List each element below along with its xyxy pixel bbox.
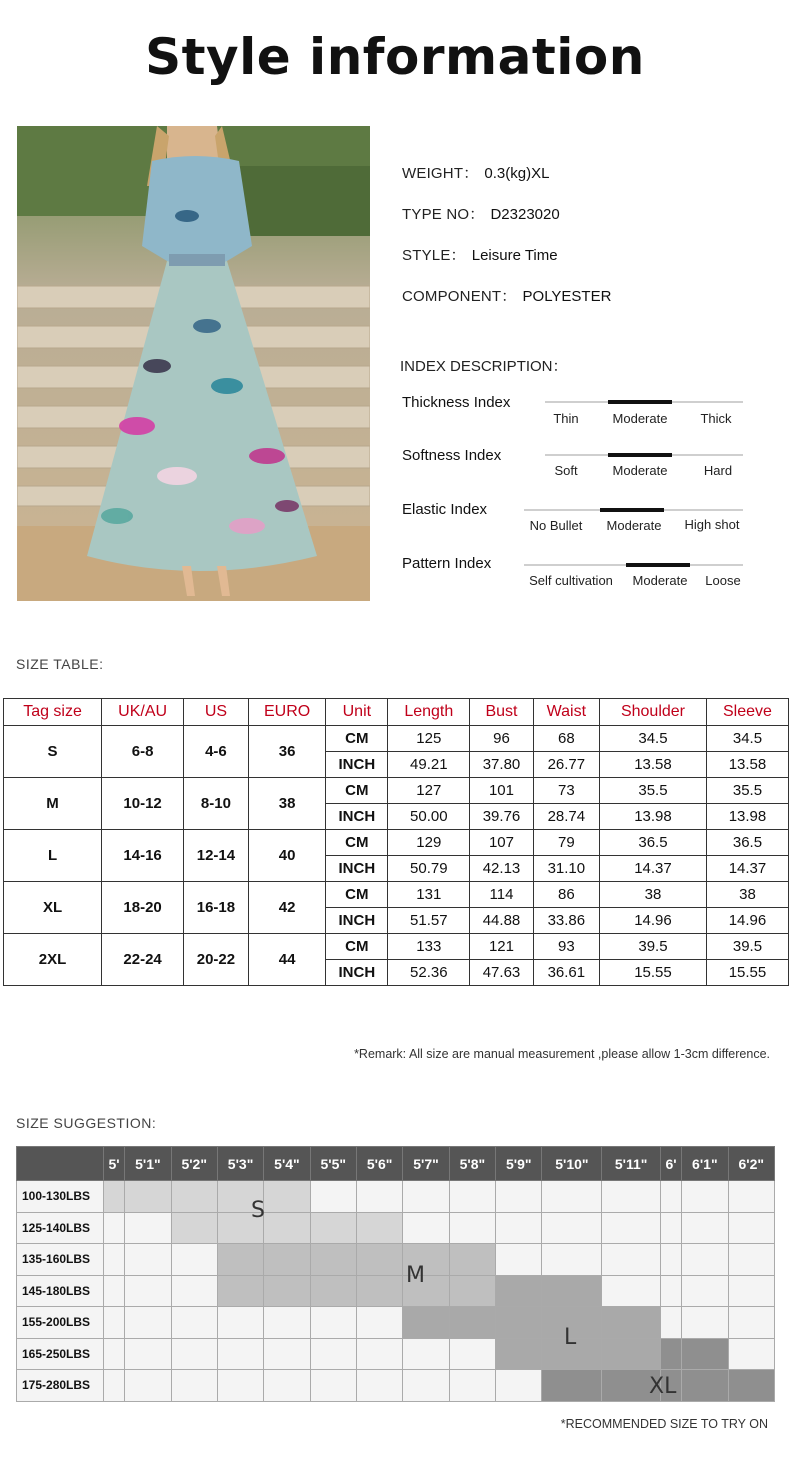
suggestion-cell bbox=[356, 1338, 402, 1370]
header-cell: Waist bbox=[533, 699, 599, 726]
index-label: High shot bbox=[684, 517, 740, 532]
size-cell: L bbox=[4, 830, 102, 882]
size-cell: 34.5 bbox=[706, 726, 788, 752]
size-cell: 133 bbox=[388, 934, 470, 960]
header-cell: EURO bbox=[248, 699, 326, 726]
suggestion-cell bbox=[104, 1338, 125, 1370]
suggestion-cell bbox=[660, 1181, 681, 1213]
size-cell: XL bbox=[4, 882, 102, 934]
size-cell: 38 bbox=[600, 882, 707, 908]
size-cell: 49.21 bbox=[388, 752, 470, 778]
suggestion-cell bbox=[660, 1275, 681, 1307]
suggestion-cell bbox=[125, 1370, 171, 1402]
size-cell: 8-10 bbox=[184, 778, 249, 830]
suggestion-cell bbox=[682, 1275, 728, 1307]
index-name: Thickness Index bbox=[402, 394, 511, 411]
size-cell: 14.96 bbox=[600, 908, 707, 934]
size-cell: 34.5 bbox=[600, 726, 707, 752]
size-cell: 36.5 bbox=[706, 830, 788, 856]
pattern-index bbox=[400, 555, 750, 595]
size-cell: CM bbox=[326, 778, 388, 804]
size-cell: 50.79 bbox=[388, 856, 470, 882]
index-label: No Bullet bbox=[529, 518, 583, 533]
suggestion-cell bbox=[542, 1370, 602, 1402]
suggestion-cell bbox=[496, 1307, 542, 1339]
index-label: Self cultivation bbox=[529, 573, 613, 588]
size-cell: 114 bbox=[470, 882, 533, 908]
weight-label: 155-200LBS bbox=[17, 1307, 104, 1339]
size-cell: 36 bbox=[248, 726, 326, 778]
remark-note: *Remark: All size are manual measurement ,please allow 1-3cm difference. bbox=[354, 1047, 770, 1061]
index-label: Thick bbox=[700, 411, 732, 426]
height-header: 5'3" bbox=[217, 1147, 263, 1181]
suggestion-cell bbox=[728, 1212, 775, 1244]
suggestion-cell bbox=[496, 1244, 542, 1276]
size-cell: 14.37 bbox=[600, 856, 707, 882]
suggestion-cell bbox=[125, 1338, 171, 1370]
spec-type-no: TYPE NO： D2323020 bbox=[402, 206, 560, 223]
suggestion-cell bbox=[728, 1307, 775, 1339]
size-cell: 125 bbox=[388, 726, 470, 752]
height-header: 6' bbox=[660, 1147, 681, 1181]
size-cell: INCH bbox=[326, 804, 388, 830]
suggestion-cell bbox=[728, 1370, 775, 1402]
size-cell: 22-24 bbox=[102, 934, 184, 986]
size-cell: M bbox=[4, 778, 102, 830]
suggestion-cell bbox=[682, 1338, 728, 1370]
size-cell: 44 bbox=[248, 934, 326, 986]
size-table-header bbox=[4, 699, 789, 726]
weight-row bbox=[17, 1275, 775, 1307]
weight-label: 135-160LBS bbox=[17, 1244, 104, 1276]
suggestion-cell bbox=[449, 1212, 495, 1244]
size-cell: 31.10 bbox=[533, 856, 599, 882]
weight-label: 100-130LBS bbox=[17, 1181, 104, 1213]
suggestion-cell bbox=[310, 1244, 356, 1276]
suggestion-cell bbox=[496, 1338, 542, 1370]
suggestion-cell bbox=[171, 1307, 217, 1339]
height-header: 5'11" bbox=[602, 1147, 661, 1181]
size-cell: 51.57 bbox=[388, 908, 470, 934]
suggestion-cell bbox=[602, 1212, 661, 1244]
index-label: Moderate bbox=[632, 573, 688, 588]
size-cell: CM bbox=[326, 726, 388, 752]
size-row-1-cm bbox=[4, 778, 789, 804]
suggestion-cell bbox=[125, 1275, 171, 1307]
height-header: 5'6" bbox=[356, 1147, 402, 1181]
suggestion-cell bbox=[449, 1275, 495, 1307]
height-header: 5'2" bbox=[171, 1147, 217, 1181]
size-cell: 101 bbox=[470, 778, 533, 804]
size-cell: 2XL bbox=[4, 934, 102, 986]
index-name: Softness Index bbox=[402, 447, 502, 464]
index-label: Moderate bbox=[612, 463, 668, 478]
index-name: Pattern Index bbox=[402, 555, 492, 572]
suggestion-cell bbox=[217, 1307, 263, 1339]
weight-row bbox=[17, 1244, 775, 1276]
suggestion-cell bbox=[682, 1181, 728, 1213]
size-cell: 35.5 bbox=[600, 778, 707, 804]
size-cell: 28.74 bbox=[533, 804, 599, 830]
size-cell: 42 bbox=[248, 882, 326, 934]
elastic-index bbox=[400, 501, 750, 541]
index-label: Loose bbox=[705, 573, 741, 588]
suggestion-cell bbox=[356, 1181, 402, 1213]
suggestion-cell bbox=[682, 1212, 728, 1244]
suggestion-cell bbox=[356, 1307, 402, 1339]
size-cell: 10-12 bbox=[102, 778, 184, 830]
height-header: 5'7" bbox=[403, 1147, 449, 1181]
size-cell: 37.80 bbox=[470, 752, 533, 778]
size-cell: INCH bbox=[326, 752, 388, 778]
index-label: Moderate bbox=[612, 411, 668, 426]
size-cell: 18-20 bbox=[102, 882, 184, 934]
suggestion-cell bbox=[682, 1244, 728, 1276]
suggestion-cell bbox=[104, 1212, 125, 1244]
size-row-3-cm bbox=[4, 882, 789, 908]
suggestion-cell bbox=[682, 1370, 728, 1402]
size-cell: 26.77 bbox=[533, 752, 599, 778]
height-header: 6'2" bbox=[728, 1147, 775, 1181]
suggestion-cell bbox=[449, 1370, 495, 1402]
suggestion-cell bbox=[496, 1370, 542, 1402]
suggestion-cell bbox=[542, 1244, 602, 1276]
size-cell: 14.37 bbox=[706, 856, 788, 882]
size-cell: 40 bbox=[248, 830, 326, 882]
index-label: Moderate bbox=[606, 518, 662, 533]
size-cell: 131 bbox=[388, 882, 470, 908]
size-cell: 36.5 bbox=[600, 830, 707, 856]
size-cell: 13.98 bbox=[706, 804, 788, 830]
size-cell: 13.98 bbox=[600, 804, 707, 830]
size-cell: 16-18 bbox=[184, 882, 249, 934]
suggestion-cell bbox=[104, 1275, 125, 1307]
suggestion-cell bbox=[403, 1370, 449, 1402]
size-cell: 20-22 bbox=[184, 934, 249, 986]
height-header: 5'4" bbox=[264, 1147, 310, 1181]
suggestion-cell bbox=[403, 1307, 449, 1339]
index-marker bbox=[626, 563, 690, 567]
header-cell: Tag size bbox=[4, 699, 102, 726]
suggestion-cell bbox=[125, 1181, 171, 1213]
suggestion-header bbox=[17, 1147, 775, 1181]
suggestion-cell bbox=[602, 1181, 661, 1213]
weight-label: 145-180LBS bbox=[17, 1275, 104, 1307]
weight-row bbox=[17, 1307, 775, 1339]
suggestion-cell bbox=[496, 1275, 542, 1307]
suggestion-cell bbox=[660, 1307, 681, 1339]
weight-label: 175-280LBS bbox=[17, 1370, 104, 1402]
size-cell: 14-16 bbox=[102, 830, 184, 882]
size-cell: 38 bbox=[248, 778, 326, 830]
suggestion-cell bbox=[171, 1275, 217, 1307]
size-table bbox=[3, 698, 789, 986]
thickness-index bbox=[400, 394, 750, 434]
suggestion-cell bbox=[264, 1212, 310, 1244]
size-cell: 68 bbox=[533, 726, 599, 752]
size-cell: 52.36 bbox=[388, 960, 470, 986]
suggestion-cell bbox=[264, 1338, 310, 1370]
zone-label-l: L bbox=[564, 1325, 577, 1350]
suggestion-cell bbox=[125, 1244, 171, 1276]
size-cell: 107 bbox=[470, 830, 533, 856]
size-cell: CM bbox=[326, 830, 388, 856]
suggestion-cell bbox=[356, 1370, 402, 1402]
suggestion-cell bbox=[264, 1370, 310, 1402]
suggestion-cell bbox=[310, 1307, 356, 1339]
height-header: 5'1" bbox=[125, 1147, 171, 1181]
suggestion-cell bbox=[496, 1181, 542, 1213]
suggestion-cell bbox=[171, 1212, 217, 1244]
size-cell: 39.5 bbox=[706, 934, 788, 960]
size-cell: INCH bbox=[326, 908, 388, 934]
suggestion-cell bbox=[728, 1244, 775, 1276]
size-row-4-cm bbox=[4, 934, 789, 960]
size-cell: 39.5 bbox=[600, 934, 707, 960]
spec-weight: WEIGHT： 0.3(kg)XL bbox=[402, 165, 550, 182]
size-cell: 47.63 bbox=[470, 960, 533, 986]
suggestion-cell bbox=[356, 1212, 402, 1244]
size-cell: 44.88 bbox=[470, 908, 533, 934]
page-title: Style information bbox=[145, 28, 645, 86]
suggestion-cell bbox=[104, 1244, 125, 1276]
weight-row bbox=[17, 1338, 775, 1370]
size-row-2-cm bbox=[4, 830, 789, 856]
suggestion-cell bbox=[310, 1338, 356, 1370]
height-header: 5' bbox=[104, 1147, 125, 1181]
size-suggestion-table bbox=[16, 1146, 775, 1402]
size-cell: 6-8 bbox=[102, 726, 184, 778]
size-cell: 86 bbox=[533, 882, 599, 908]
header-cell: Unit bbox=[326, 699, 388, 726]
suggestion-cell bbox=[264, 1275, 310, 1307]
suggestion-cell bbox=[449, 1307, 495, 1339]
height-header: 5'10" bbox=[542, 1147, 602, 1181]
suggestion-cell bbox=[356, 1275, 402, 1307]
suggestion-cell bbox=[217, 1244, 263, 1276]
suggestion-cell bbox=[660, 1244, 681, 1276]
index-label: Soft bbox=[554, 463, 578, 478]
header-cell: Shoulder bbox=[600, 699, 707, 726]
suggestion-cell bbox=[310, 1212, 356, 1244]
suggestion-cell bbox=[264, 1181, 310, 1213]
size-cell: 129 bbox=[388, 830, 470, 856]
index-label: Hard bbox=[703, 463, 733, 478]
suggestion-cell bbox=[171, 1244, 217, 1276]
size-cell: 93 bbox=[533, 934, 599, 960]
size-row-0-cm bbox=[4, 726, 789, 752]
zone-label-xl: XL bbox=[649, 1374, 677, 1399]
suggestion-cell bbox=[449, 1181, 495, 1213]
header-cell: UK/AU bbox=[102, 699, 184, 726]
index-description-title: INDEX DESCRIPTION： bbox=[400, 358, 568, 375]
product-photo bbox=[17, 126, 370, 601]
suggestion-cell bbox=[310, 1275, 356, 1307]
suggestion-cell bbox=[125, 1212, 171, 1244]
size-suggestion-label: SIZE SUGGESTION: bbox=[16, 1115, 157, 1131]
suggestion-cell bbox=[449, 1338, 495, 1370]
suggestion-cell bbox=[171, 1370, 217, 1402]
suggestion-cell bbox=[264, 1244, 310, 1276]
size-cell: 79 bbox=[533, 830, 599, 856]
suggestion-cell bbox=[403, 1181, 449, 1213]
size-cell: S bbox=[4, 726, 102, 778]
height-header: 5'5" bbox=[310, 1147, 356, 1181]
suggestion-cell bbox=[264, 1307, 310, 1339]
suggestion-cell bbox=[728, 1275, 775, 1307]
suggestion-cell bbox=[660, 1212, 681, 1244]
suggestion-cell bbox=[682, 1307, 728, 1339]
suggestion-cell bbox=[542, 1181, 602, 1213]
size-cell: 50.00 bbox=[388, 804, 470, 830]
suggestion-cell bbox=[403, 1338, 449, 1370]
spec-component: COMPONENT： POLYESTER bbox=[402, 288, 612, 305]
corner-cell bbox=[17, 1147, 104, 1181]
size-cell: 127 bbox=[388, 778, 470, 804]
suggestion-cell bbox=[602, 1244, 661, 1276]
suggestion-cell bbox=[602, 1307, 661, 1339]
suggestion-cell bbox=[602, 1338, 661, 1370]
size-cell: 39.76 bbox=[470, 804, 533, 830]
size-cell: CM bbox=[326, 882, 388, 908]
suggestion-cell bbox=[310, 1370, 356, 1402]
size-table-body bbox=[4, 726, 789, 986]
size-cell: 33.86 bbox=[533, 908, 599, 934]
size-cell: 36.61 bbox=[533, 960, 599, 986]
suggestion-cell bbox=[602, 1275, 661, 1307]
size-cell: INCH bbox=[326, 856, 388, 882]
size-cell: 96 bbox=[470, 726, 533, 752]
index-label: Thin bbox=[553, 411, 579, 426]
suggestion-cell bbox=[728, 1338, 775, 1370]
size-cell: 35.5 bbox=[706, 778, 788, 804]
size-cell: 13.58 bbox=[706, 752, 788, 778]
suggestion-cell bbox=[449, 1244, 495, 1276]
header-cell: Sleeve bbox=[706, 699, 788, 726]
spec-list bbox=[402, 163, 772, 327]
weight-label: 165-250LBS bbox=[17, 1338, 104, 1370]
suggestion-cell bbox=[104, 1370, 125, 1402]
suggestion-cell bbox=[217, 1338, 263, 1370]
suggestion-cell bbox=[356, 1244, 402, 1276]
size-suggestion-wrap bbox=[16, 1146, 775, 1402]
suggestion-body bbox=[17, 1181, 775, 1402]
zone-label-m: M bbox=[406, 1263, 425, 1288]
height-header: 6'1" bbox=[682, 1147, 728, 1181]
index-marker bbox=[608, 453, 672, 457]
suggestion-cell bbox=[217, 1370, 263, 1402]
size-cell: 42.13 bbox=[470, 856, 533, 882]
size-cell: 15.55 bbox=[706, 960, 788, 986]
size-cell: CM bbox=[326, 934, 388, 960]
suggestion-cell bbox=[104, 1307, 125, 1339]
height-header: 5'9" bbox=[496, 1147, 542, 1181]
suggestion-cell bbox=[542, 1275, 602, 1307]
softness-index bbox=[400, 447, 750, 487]
header-cell: Bust bbox=[470, 699, 533, 726]
size-cell: 73 bbox=[533, 778, 599, 804]
size-cell: 12-14 bbox=[184, 830, 249, 882]
zone-label-s: S bbox=[251, 1198, 265, 1223]
height-header: 5'8" bbox=[449, 1147, 495, 1181]
size-cell: 4-6 bbox=[184, 726, 249, 778]
size-cell: INCH bbox=[326, 960, 388, 986]
weight-label: 125-140LBS bbox=[17, 1212, 104, 1244]
size-cell: 15.55 bbox=[600, 960, 707, 986]
suggestion-cell bbox=[728, 1181, 775, 1213]
suggestion-cell bbox=[403, 1212, 449, 1244]
size-cell: 38 bbox=[706, 882, 788, 908]
suggestion-cell bbox=[104, 1181, 125, 1213]
size-cell: 121 bbox=[470, 934, 533, 960]
size-cell: 14.96 bbox=[706, 908, 788, 934]
index-name: Elastic Index bbox=[402, 501, 488, 518]
size-cell: 13.58 bbox=[600, 752, 707, 778]
suggestion-cell bbox=[217, 1275, 263, 1307]
weight-row bbox=[17, 1212, 775, 1244]
suggestion-cell bbox=[171, 1338, 217, 1370]
header-cell: Length bbox=[388, 699, 470, 726]
weight-row bbox=[17, 1181, 775, 1213]
suggestion-cell bbox=[496, 1212, 542, 1244]
header-cell: US bbox=[184, 699, 249, 726]
floral-dress-image bbox=[17, 126, 370, 601]
spec-style: STYLE： Leisure Time bbox=[402, 247, 558, 264]
index-marker bbox=[600, 508, 664, 512]
suggestion-cell bbox=[171, 1181, 217, 1213]
suggestion-cell bbox=[125, 1307, 171, 1339]
suggestion-cell bbox=[542, 1212, 602, 1244]
suggestion-cell bbox=[660, 1338, 681, 1370]
index-marker bbox=[608, 400, 672, 404]
size-table-label: SIZE TABLE: bbox=[16, 656, 104, 672]
recommend-note: *RECOMMENDED SIZE TO TRY ON bbox=[560, 1417, 768, 1431]
suggestion-cell bbox=[310, 1181, 356, 1213]
